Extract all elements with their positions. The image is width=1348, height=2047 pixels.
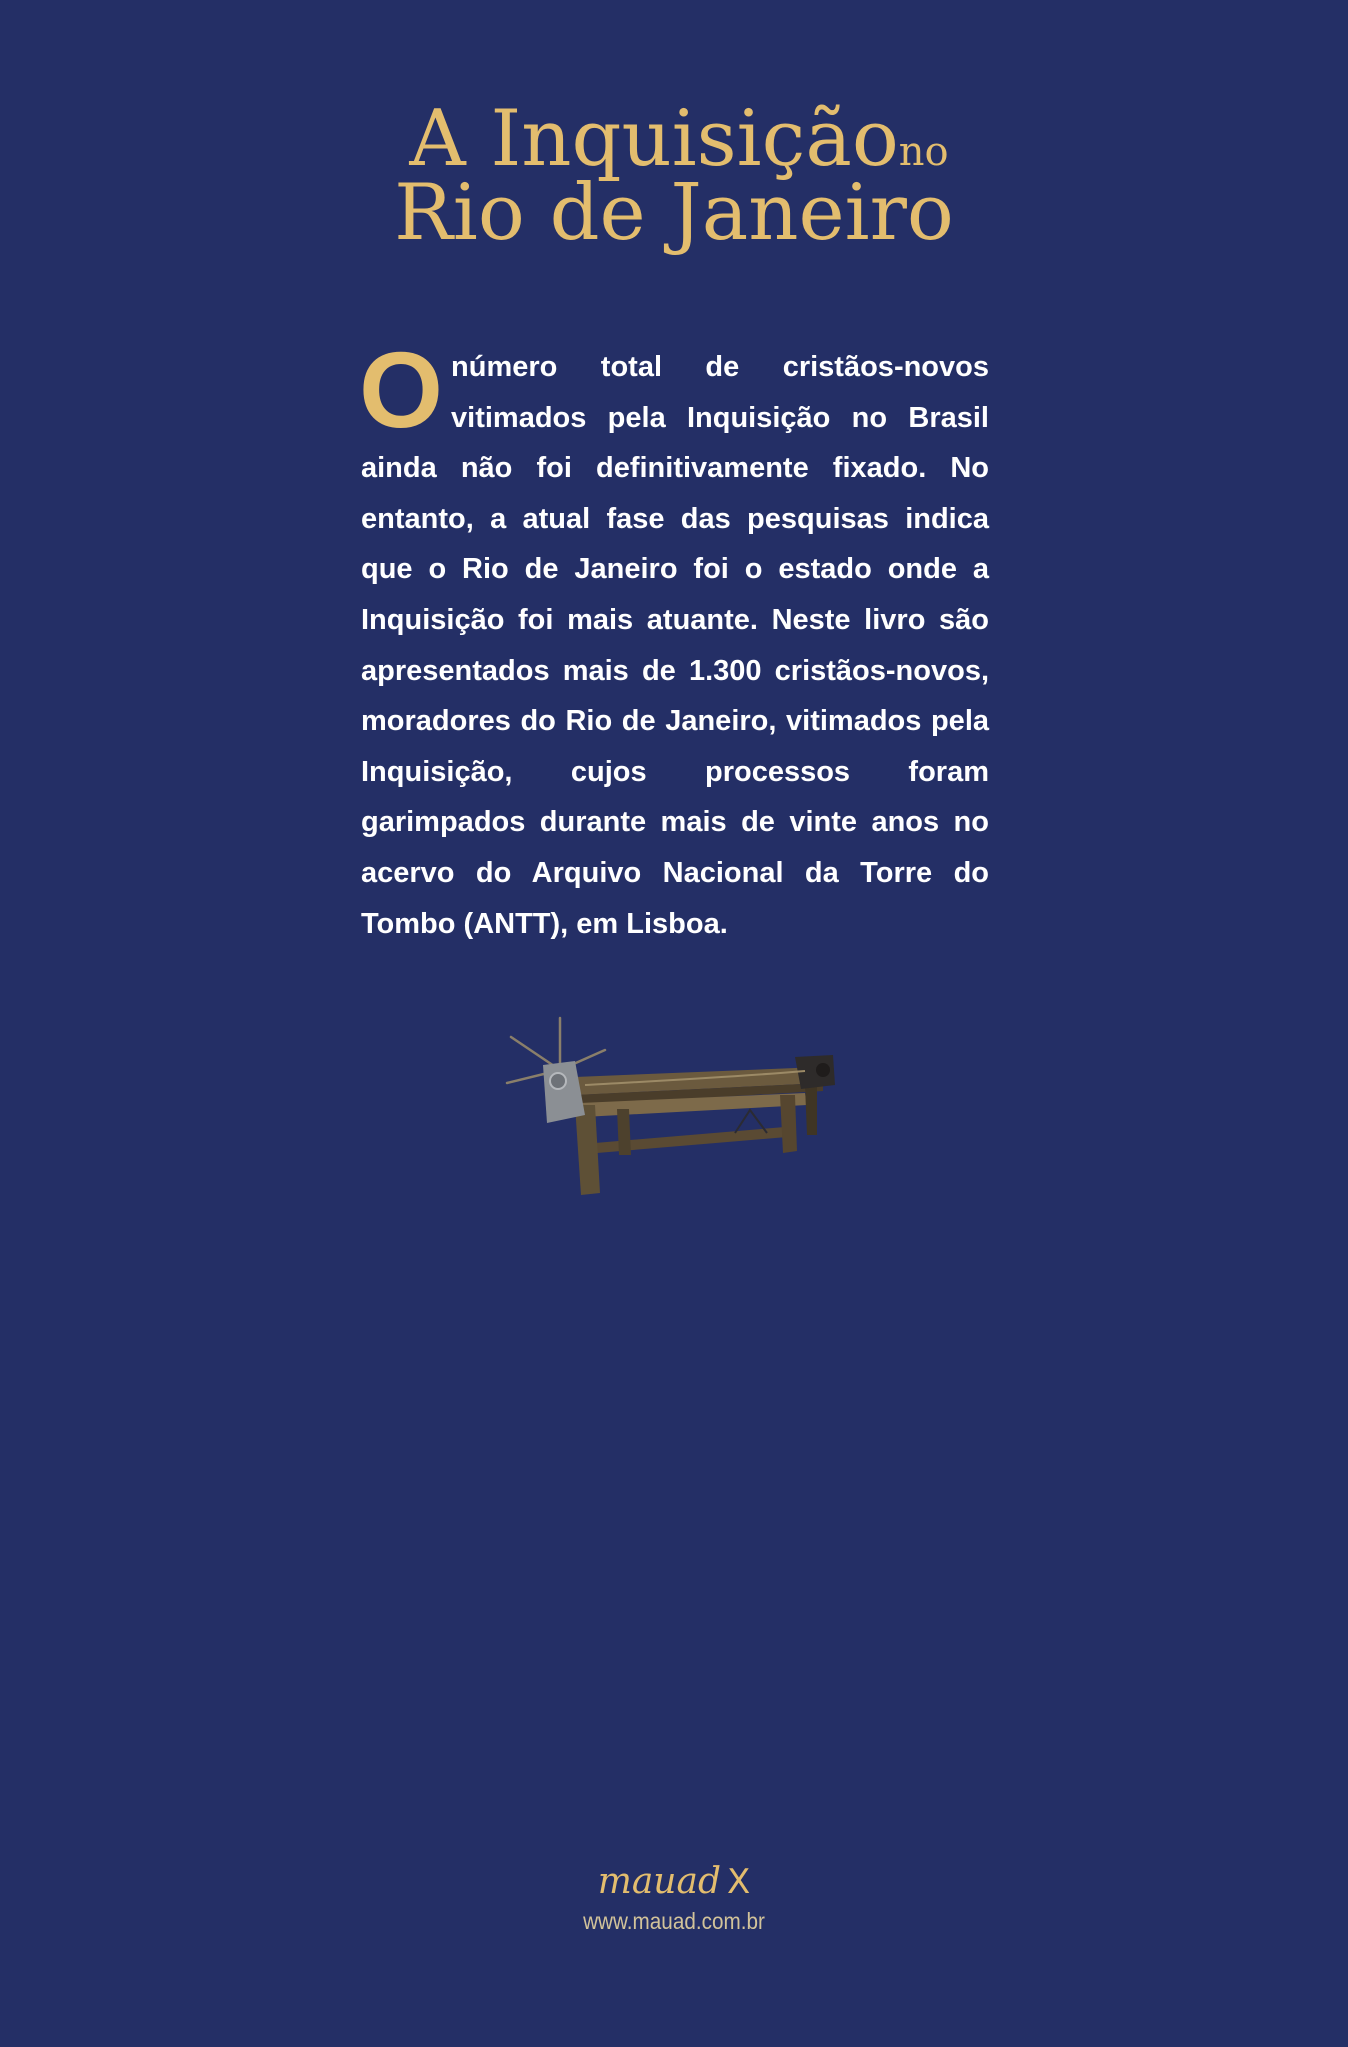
winch-hub [550, 1073, 566, 1089]
logo-wordmark: mauad [597, 1861, 721, 1902]
title-no: no [898, 129, 949, 175]
back-left-leg [617, 1109, 631, 1155]
title-line-2: Rio de Janeiro [394, 168, 954, 258]
clamp-bolt [816, 1063, 830, 1077]
synopsis-paragraph [359, 329, 989, 949]
synopsis-text: número total de cristãos-novos vitimados pela Inquisição no Brasil ainda não foi definitivamente fixado. No entanto, a atual fase das pesquisas indica que o Rio de Janeiro foi o estado onde a Inquisição foi mais atuante. Neste livro são apresentados mais de 1.300 cristãos-novos, moradores do Rio de Janeiro, vitimados pela Inquisição, cujos processos foram garimpados durante mais de vinte anos no acervo do Arquivo Nacional da Torre do Tombo (ANTT), em Lisboa. [361, 351, 989, 940]
publisher-url: www.mauad.com.br [583, 1908, 765, 1934]
front-right-leg [780, 1095, 797, 1153]
torture-rack-image [505, 1015, 835, 1195]
drop-cap: O [359, 329, 444, 450]
book-title [0, 94, 1348, 258]
publisher-footer [0, 1860, 1348, 1935]
logo-x-mark: X [727, 1862, 751, 1902]
back-right-leg [805, 1085, 817, 1135]
title-line-1 [10, 94, 1348, 184]
winch-plate [543, 1061, 585, 1123]
publisher-logo [0, 1860, 1348, 1904]
front-left-leg [575, 1105, 600, 1195]
title-main: A Inquisição [409, 94, 899, 184]
